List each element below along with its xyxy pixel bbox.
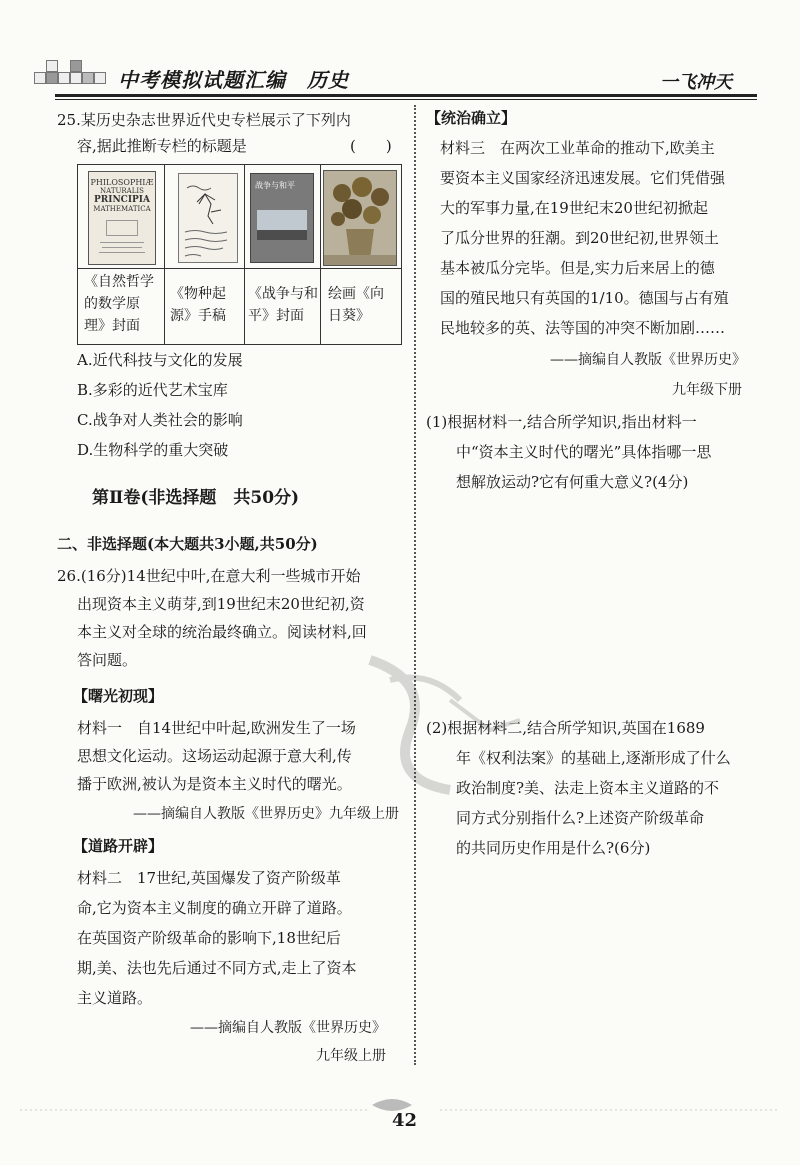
caption-sunflowers: 绘画《向 日葵》	[328, 286, 384, 324]
q25-answer-blank: ( )	[350, 137, 392, 155]
material2-line1: 材料二 17世纪,英国爆发了资产阶级革	[77, 869, 341, 887]
caption-war-and-peace: 《战争与和 平》封面	[248, 286, 318, 324]
q25-option-a: A.近代科技与文化的发展	[77, 351, 243, 369]
principia-cover-image: PHILOSOPHIÆ NATURALIS PRINCIPIA MATHEMATICA	[88, 171, 156, 265]
caption-origin-of-species: 《物种起 源》手稿	[170, 286, 226, 324]
material3-line1: 材料三 在两次工业革命的推动下,欧美主	[440, 139, 715, 157]
sub-question2-line4: 同方式分别指什么?上述资产阶级革命	[456, 809, 705, 827]
watermark-logo	[330, 640, 550, 810]
q25-stem-line2: 容,据此推断专栏的标题是	[77, 137, 247, 155]
material1-line2: 思想文化运动。这场运动起源于意大利,传	[77, 747, 352, 765]
material1-line1: 材料一 自14世纪中叶起,欧洲发生了一场	[77, 719, 356, 737]
q25-image-table	[77, 164, 402, 345]
q26-intro-line2: 出现资本主义萌芽,到19世纪末20世纪初,资	[77, 595, 365, 613]
q25-option-c: C.战争对人类社会的影响	[77, 411, 243, 429]
material3-heading: 【统治确立】	[426, 109, 517, 127]
caption-principia: 《自然哲学 的数学原 理》封面	[84, 274, 154, 334]
header-rule	[55, 94, 757, 97]
sub-question1-line2: 中“资本主义时代的曙光”具体指哪一思	[456, 443, 712, 461]
material2-line2: 命,它为资本主义制度的确立开辟了道路。	[77, 899, 352, 917]
material2-line5: 主义道路。	[77, 989, 153, 1007]
material2-source: ——摘编自人教版《世界历史》	[190, 1020, 386, 1036]
q25-option-d: D.生物科学的重大突破	[77, 441, 229, 459]
origin-of-species-manuscript-image	[178, 173, 238, 263]
material3-line2: 要资本主义国家经济迅速发展。它们凭借强	[440, 169, 726, 187]
page-number: 42	[392, 1110, 418, 1131]
material3-line5: 基本被瓜分完毕。但是,实力后来居上的德	[440, 259, 715, 277]
material2-source-grade: 九年级上册	[316, 1048, 386, 1064]
q26-intro-line1: 26.(16分)14世纪中叶,在意大利一些城市开始	[57, 567, 361, 585]
sub-question1-line1: (1)根据材料一,结合所学知识,指出材料一	[426, 413, 697, 431]
sub-question2-line2: 年《权利法案》的基础上,逐渐形成了什么	[456, 749, 731, 767]
header-title: 中考模拟试题汇编 历史	[118, 68, 349, 92]
material2-heading: 【道路开辟】	[73, 837, 164, 855]
q26-intro-line4: 答问题。	[77, 651, 138, 669]
sunflowers-painting-image	[323, 170, 397, 266]
part2-section-heading: 二、非选择题(本大题共3小题,共50分)	[57, 535, 318, 553]
material2-line3: 在英国资产阶级革命的影响下,18世纪后	[77, 929, 341, 947]
material3-source-grade: 九年级下册	[672, 382, 742, 398]
q25-option-b: B.多彩的近代艺术宝库	[77, 381, 228, 399]
material1-heading: 【曙光初现】	[73, 687, 164, 705]
header-mosaic-decoration	[34, 60, 106, 94]
material3-line3: 大的军事力量,在19世纪末20世纪初掀起	[440, 199, 708, 217]
header-brand-logo: 一飞冲天	[660, 72, 732, 93]
material3-line4: 了瓜分世界的狂潮。到20世纪初,世界领土	[440, 229, 719, 247]
material2-line4: 期,美、法也先后通过不同方式,走上了资本	[77, 959, 357, 977]
material3-source: ——摘编自人教版《世界历史》	[550, 352, 746, 368]
sub-question2-line5: 的共同历史作用是什么?(6分)	[456, 839, 651, 857]
material3-line7: 民地较多的英、法等国的冲突不断加剧……	[440, 319, 726, 337]
sub-question2-line1: (2)根据材料二,结合所学知识,英国在1689	[426, 719, 705, 737]
sub-question1-line3: 想解放运动?它有何重大意义?(4分)	[456, 473, 689, 491]
material1-line3: 播于欧洲,被认为是资本主义时代的曙光。	[77, 775, 352, 793]
war-and-peace-cover-image: 战争与和平	[250, 173, 314, 263]
header-rule-thin	[55, 99, 757, 100]
material1-source: ——摘编自人教版《世界历史》九年级上册	[133, 806, 399, 822]
q26-intro-line3: 本主义对全球的统治最终确立。阅读材料,回	[77, 623, 367, 641]
material3-line6: 国的殖民地只有英国的1/10。德国与占有殖	[440, 289, 729, 307]
sub-question2-line3: 政治制度?美、法走上资本主义道路的不	[456, 779, 720, 797]
q25-stem-line1: 25.某历史杂志世界近代史专栏展示了下列内	[57, 111, 351, 129]
column-divider	[414, 105, 416, 1065]
part2-title: 第Ⅱ卷(非选择题 共50分)	[92, 488, 300, 508]
